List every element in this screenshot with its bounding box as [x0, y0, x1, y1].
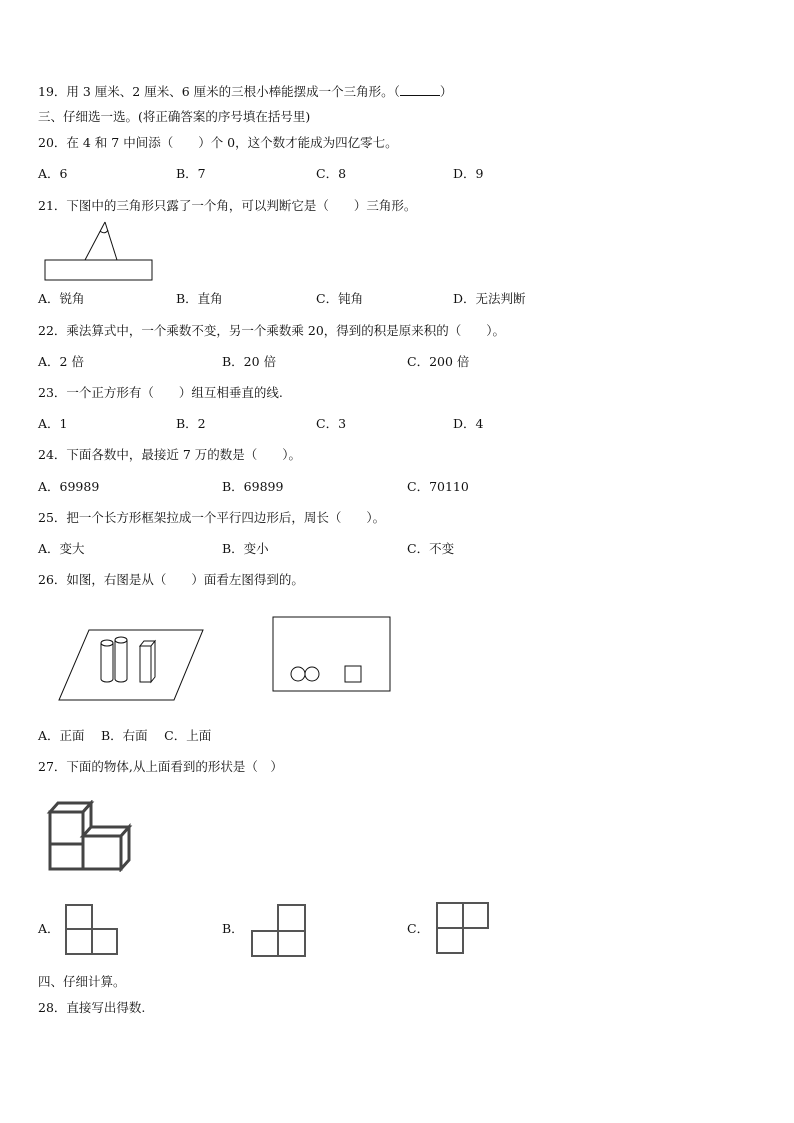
- circle-1: [291, 667, 305, 681]
- q25-option-c: C．不变: [407, 541, 455, 556]
- q20-option-d: D．9: [453, 166, 484, 181]
- q23-option-a: A．1: [38, 416, 68, 431]
- question-23-stem: 23．一个正方形有（ ）组互相垂直的线.: [38, 385, 283, 400]
- q24-option-c: C．70110: [407, 479, 469, 494]
- q26-options: A．正面 B．右面 C．上面: [38, 728, 212, 743]
- hidden-triangle-figure: [44, 220, 156, 284]
- question-19-tail: ）: [439, 84, 453, 99]
- q22-option-c: C．200 倍: [407, 354, 470, 369]
- question-28-stem: 28．直接写出得数.: [38, 1000, 146, 1015]
- stacked-cubes-figure: [46, 800, 136, 872]
- q20-option-c: C．8: [316, 166, 347, 181]
- table-parallelogram: [59, 630, 203, 700]
- cylinder-2-top: [115, 637, 127, 643]
- cube-front-face-lower: [50, 844, 83, 869]
- question-22-stem: 22．乘法算式中，一个乘数不变，另一个乘数乘 20，得到的积是原来积的（ ）。: [38, 323, 506, 338]
- q21-option-c: C．钝角: [316, 291, 364, 306]
- q21-option-b: B．直角: [176, 291, 223, 306]
- triangle-side-left: [85, 222, 105, 260]
- cuboid-side: [151, 641, 155, 682]
- q27-option-b: B．: [222, 921, 244, 936]
- small-square: [345, 666, 361, 682]
- section-3-title: 三、仔细选一选。(将正确答案的序号填在括号里): [38, 109, 311, 124]
- q23-option-c: C．3: [316, 416, 347, 431]
- section-4-title: 四、仔细计算。: [38, 974, 126, 989]
- q24-option-a: A．69989: [38, 479, 100, 494]
- circle-2: [305, 667, 319, 681]
- question-19-text: 19．用 3 厘米、2 厘米、6 厘米的三根小棒能摆成一个三角形。（: [38, 84, 400, 99]
- objects-on-table-figure: [56, 628, 206, 704]
- q23-option-d: D．4: [453, 416, 484, 431]
- q23-option-b: B．2: [176, 416, 206, 431]
- q22-option-a: A．2 倍: [38, 354, 84, 369]
- question-25-stem: 25．把一个长方形框架拉成一个平行四边形后，周长（ ）。: [38, 510, 386, 525]
- question-21-stem: 21．下图中的三角形只露了一个角，可以判断它是（ ）三角形。: [38, 198, 417, 213]
- q27-option-c: C．: [407, 921, 430, 936]
- angle-arc: [100, 230, 108, 233]
- q21-option-d: D．无法判断: [453, 291, 526, 306]
- triangle-side-right: [105, 222, 117, 260]
- q27-shape-c: [435, 901, 491, 955]
- question-19: [38, 83, 452, 100]
- cube-front-face-right: [83, 836, 121, 869]
- q27-shape-a: [64, 903, 120, 957]
- question-27-stem: 27．下面的物体,从上面看到的形状是（ ）: [38, 759, 283, 774]
- q20-option-b: B．7: [176, 166, 206, 181]
- question-26-stem: 26．如图，右图是从（ ）面看左图得到的。: [38, 572, 304, 587]
- question-20-stem: 20．在 4 和 7 中间添（ ）个 0，这个数才能成为四亿零七。: [38, 135, 398, 150]
- q24-option-b: B．69899: [222, 479, 284, 494]
- cube-front-face: [50, 812, 83, 844]
- q22-option-b: B．20 倍: [222, 354, 277, 369]
- cylinder-1-top: [101, 640, 113, 646]
- q27-shape-b: [250, 903, 308, 958]
- q27-option-a: A．: [38, 921, 60, 936]
- q20-option-a: A．6: [38, 166, 68, 181]
- cover-rectangle: [45, 260, 152, 280]
- q25-option-b: B．变小: [222, 541, 269, 556]
- question-24-stem: 24．下面各数中，最接近 7 万的数是（ ）。: [38, 447, 302, 462]
- q25-option-a: A．变大: [38, 541, 85, 556]
- view-result-figure: [272, 616, 392, 694]
- cuboid-front: [140, 646, 151, 682]
- answer-blank: [400, 83, 440, 96]
- q21-option-a: A．锐角: [38, 291, 85, 306]
- view-frame: [273, 617, 390, 691]
